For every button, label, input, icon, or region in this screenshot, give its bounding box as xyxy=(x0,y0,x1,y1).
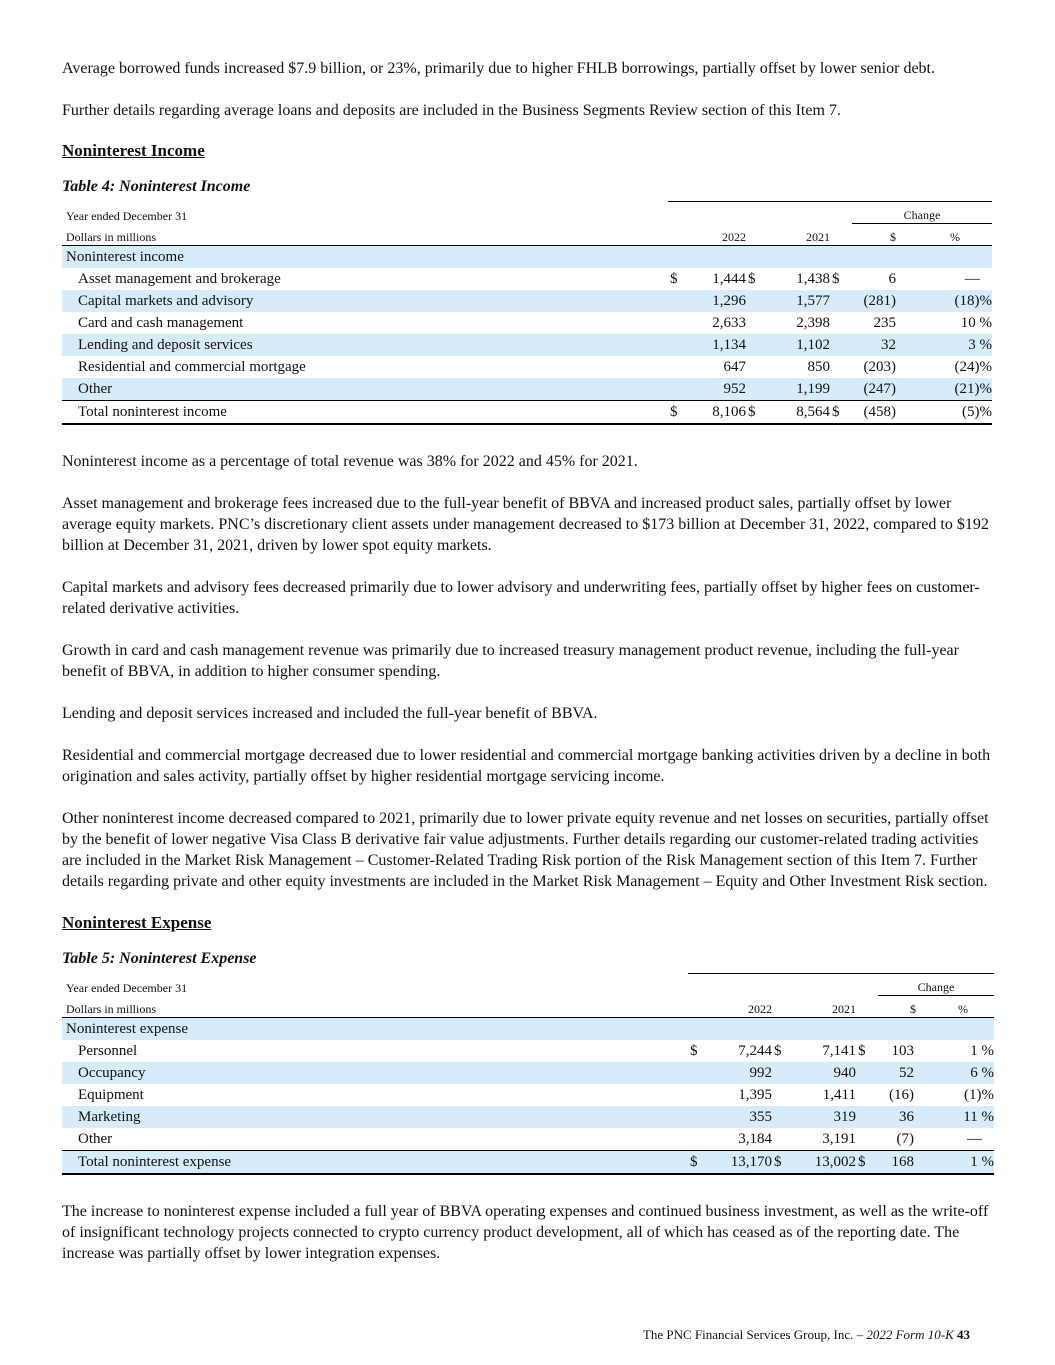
header-2022: 2022 xyxy=(748,1002,772,1016)
value-2022: 1,134 xyxy=(690,334,746,356)
change-dollar: 36 xyxy=(878,1106,918,1128)
value-2021: 1,199 xyxy=(768,378,830,401)
change-percent: — xyxy=(967,1130,982,1147)
row-label: Lending and deposit services xyxy=(62,334,668,356)
header-units: Dollars in millions xyxy=(66,230,156,244)
page-footer xyxy=(0,1327,970,1343)
row-label: Other xyxy=(62,378,668,401)
change-dollar: 168 xyxy=(878,1151,918,1175)
paragraph-asset-management: Asset management and brokerage fees increased due to the full-year benefit of BBVA and increased product sales, partially offset by lower average equity markets. PNC’s discretionary client assets under management decreased to $173 billion at December 31, 2022, compared to $192 billion at December 31, 2021, driven by lower spot equity markets. xyxy=(62,495,989,554)
document-page xyxy=(62,58,994,1264)
header-units: Dollars in millions xyxy=(66,1002,156,1016)
currency-symbol: $ xyxy=(690,1042,698,1059)
paragraph-other-income: Other noninterest income decreased compared to 2021, primarily due to lower private equity revenue and net losses on securities, partially offset by the benefit of lower negative Visa Class B derivative fair value adjustments. Further details regarding our customer-related trading activities are included in the Market Risk Management – Customer-Related Trading Risk portion of the Risk Management section of this Item 7. Further details regarding private and other equity investments are included in the Market Risk Management – Equity and Other Investment Risk section. xyxy=(62,810,989,890)
currency-symbol: $ xyxy=(688,1151,710,1175)
table-title-noninterest-income: Table 4: Noninterest Income xyxy=(62,178,251,195)
value-2021: 850 xyxy=(807,358,830,375)
currency-symbol xyxy=(746,356,768,378)
table-row xyxy=(62,378,992,401)
currency-symbol xyxy=(668,290,690,312)
currency-symbol: $ xyxy=(830,401,852,425)
row-label: Total noninterest expense xyxy=(62,1151,688,1175)
change-dollar: (281) xyxy=(852,290,904,312)
row-label: Total noninterest income xyxy=(62,401,668,425)
table-row xyxy=(62,1106,994,1128)
currency-symbol: $ xyxy=(668,401,690,425)
paragraph-lending-deposit: Lending and deposit services increased and included the full-year benefit of BBVA. xyxy=(62,705,598,722)
table-row xyxy=(62,356,992,378)
value-2022: 13,170 xyxy=(710,1151,772,1175)
section-label: Noninterest income xyxy=(62,246,668,269)
value-2022: 992 xyxy=(710,1062,772,1084)
change-dollar: 235 xyxy=(873,314,896,331)
currency-symbol xyxy=(688,1062,710,1084)
header-year: Year ended December 31 xyxy=(66,208,188,223)
currency-symbol: $ xyxy=(748,270,756,287)
currency-symbol xyxy=(746,312,768,334)
currency-symbol xyxy=(830,312,852,334)
header-change-pct: % xyxy=(958,1002,968,1016)
change-dollar: (16) xyxy=(889,1086,914,1103)
table-header-row xyxy=(62,974,994,996)
currency-symbol xyxy=(668,334,690,356)
change-dollar: 32 xyxy=(852,334,904,356)
change-percent: 1 % xyxy=(970,1042,994,1059)
table-row xyxy=(62,1062,994,1084)
value-2022: 8,106 xyxy=(690,401,746,425)
change-percent: (21)% xyxy=(904,378,992,401)
paragraph-mortgage: Residential and commercial mortgage decreased due to lower residential and commercial mortgage banking activities driven by a decline in both origination and sales activity, partially offset by higher residential mortgage servicing income. xyxy=(62,747,991,785)
currency-symbol xyxy=(772,1084,794,1106)
table-header-row xyxy=(62,224,992,246)
paragraph-borrowed-funds: Average borrowed funds increased $7.9 billion, or 23%, primarily due to higher FHLB borrowings, partially offset by lower senior debt. xyxy=(62,60,935,77)
value-2022: 3,184 xyxy=(738,1130,772,1147)
value-2021: 8,564 xyxy=(768,401,830,425)
value-2021: 2,398 xyxy=(796,314,830,331)
value-2021: 1,438 xyxy=(796,270,830,287)
currency-symbol xyxy=(668,378,690,401)
value-2021: 940 xyxy=(794,1062,856,1084)
table-row xyxy=(62,1084,994,1106)
currency-symbol xyxy=(688,1106,710,1128)
change-percent: (5)% xyxy=(904,401,992,425)
currency-symbol xyxy=(668,312,690,334)
row-label: Card and cash management xyxy=(78,314,244,331)
paragraph-card-cash: Growth in card and cash management revenue was primarily due to increased treasury management product revenue, including the full-year benefit of BBVA, in addition to higher consumer spending. xyxy=(62,642,959,680)
currency-symbol xyxy=(856,1128,878,1151)
header-change: Change xyxy=(852,202,992,224)
table-section-row xyxy=(62,246,992,269)
value-2021: 7,141 xyxy=(822,1042,856,1059)
header-change: Change xyxy=(878,974,994,996)
table-row xyxy=(62,334,992,356)
currency-symbol xyxy=(746,378,768,401)
table-row xyxy=(62,1040,994,1062)
value-2021: 13,002 xyxy=(794,1151,856,1175)
table-row xyxy=(62,312,992,334)
table-row xyxy=(62,1128,994,1151)
change-dollar: (7) xyxy=(878,1128,918,1151)
change-dollar: 103 xyxy=(891,1042,914,1059)
paragraph-capital-markets: Capital markets and advisory fees decreased primarily due to lower advisory and underwriting fees, partially offset by higher fees on customer-related derivative activities. xyxy=(62,579,980,617)
currency-symbol xyxy=(688,1128,710,1151)
value-2022: 7,244 xyxy=(738,1042,772,1059)
header-2021: 2021 xyxy=(832,1002,856,1016)
currency-symbol: $ xyxy=(774,1042,782,1059)
table-row xyxy=(62,401,992,425)
currency-symbol xyxy=(830,334,852,356)
change-percent: (24)% xyxy=(954,358,992,375)
change-percent: (1)% xyxy=(964,1086,994,1103)
change-percent: — xyxy=(965,270,980,287)
section-heading-noninterest-income: Noninterest Income xyxy=(62,141,205,160)
table-header-row xyxy=(62,202,992,224)
footer-page-number: 43 xyxy=(957,1327,970,1342)
row-label: Capital markets and advisory xyxy=(62,290,668,312)
header-2021: 2021 xyxy=(806,230,830,244)
value-2022: 1,296 xyxy=(690,290,746,312)
currency-symbol xyxy=(772,1062,794,1084)
currency-symbol xyxy=(830,378,852,401)
currency-symbol xyxy=(856,1062,878,1084)
currency-symbol: $ xyxy=(670,270,678,287)
value-2022: 2,633 xyxy=(712,314,746,331)
currency-symbol xyxy=(668,356,690,378)
table-row xyxy=(62,290,992,312)
row-label: Residential and commercial mortgage xyxy=(78,358,306,375)
value-2021: 319 xyxy=(794,1106,856,1128)
row-label: Marketing xyxy=(62,1106,688,1128)
section-label: Noninterest expense xyxy=(62,1018,688,1041)
currency-symbol: $ xyxy=(856,1151,878,1175)
row-label: Asset management and brokerage xyxy=(78,270,281,287)
footer-form: 2022 Form 10-K xyxy=(866,1327,954,1342)
change-dollar: 52 xyxy=(878,1062,918,1084)
currency-symbol xyxy=(830,290,852,312)
row-label: Personnel xyxy=(78,1042,138,1059)
table-header-row xyxy=(62,996,994,1018)
currency-symbol: $ xyxy=(746,401,768,425)
header-2022: 2022 xyxy=(722,230,746,244)
value-2022: 952 xyxy=(690,378,746,401)
currency-symbol: $ xyxy=(772,1151,794,1175)
value-2022: 1,395 xyxy=(738,1086,772,1103)
noninterest-income-table xyxy=(62,201,992,425)
table-section-row xyxy=(62,1018,994,1041)
currency-symbol: $ xyxy=(858,1042,866,1059)
currency-symbol xyxy=(856,1106,878,1128)
currency-symbol xyxy=(746,290,768,312)
currency-symbol xyxy=(830,356,852,378)
currency-symbol xyxy=(772,1128,794,1151)
change-percent: 11 % xyxy=(918,1106,994,1128)
table-row xyxy=(62,1151,994,1175)
value-2021: 1,102 xyxy=(768,334,830,356)
header-year: Year ended December 31 xyxy=(66,980,188,995)
change-percent: 1 % xyxy=(918,1151,994,1175)
paragraph-expense-increase: The increase to noninterest expense included a full year of BBVA operating expenses and continued business investment, as well as the write-off of insignificant technology projects connected to crypto currency product development, all of which has ceased as of the reporting date. The increase was partially offset by lower integration expenses. xyxy=(62,1203,989,1262)
header-change-dollar: $ xyxy=(890,230,896,244)
paragraph-further-details: Further details regarding average loans and deposits are included in the Business Segments Review section of this Item 7. xyxy=(62,102,841,119)
value-2021: 1,577 xyxy=(768,290,830,312)
header-change-pct: % xyxy=(950,230,960,244)
footer-company: The PNC Financial Services Group, Inc. – xyxy=(642,1327,864,1342)
value-2021: 1,411 xyxy=(822,1086,856,1103)
change-percent: 3 % xyxy=(904,334,992,356)
noninterest-expense-table xyxy=(62,973,994,1175)
change-percent: 10 % xyxy=(960,314,992,331)
value-2022: 1,444 xyxy=(712,270,746,287)
change-dollar: 6 xyxy=(888,270,896,287)
row-label: Other xyxy=(78,1130,113,1147)
table-title-noninterest-expense: Table 5: Noninterest Expense xyxy=(62,950,257,967)
currency-symbol xyxy=(856,1084,878,1106)
change-dollar: (203) xyxy=(863,358,896,375)
header-change-dollar: $ xyxy=(910,1002,916,1016)
change-percent: 6 % xyxy=(918,1062,994,1084)
currency-symbol xyxy=(772,1106,794,1128)
change-dollar: (458) xyxy=(852,401,904,425)
currency-symbol xyxy=(746,334,768,356)
paragraph-income-percentage: Noninterest income as a percentage of total revenue was 38% for 2022 and 45% for 2021. xyxy=(62,453,638,470)
currency-symbol: $ xyxy=(832,270,840,287)
row-label: Equipment xyxy=(78,1086,144,1103)
section-heading-noninterest-expense: Noninterest Expense xyxy=(62,913,212,932)
currency-symbol xyxy=(688,1084,710,1106)
value-2021: 3,191 xyxy=(822,1130,856,1147)
value-2022: 355 xyxy=(710,1106,772,1128)
change-percent: (18)% xyxy=(904,290,992,312)
row-label: Occupancy xyxy=(62,1062,688,1084)
change-dollar: (247) xyxy=(852,378,904,401)
value-2022: 647 xyxy=(723,358,746,375)
table-row xyxy=(62,268,992,290)
